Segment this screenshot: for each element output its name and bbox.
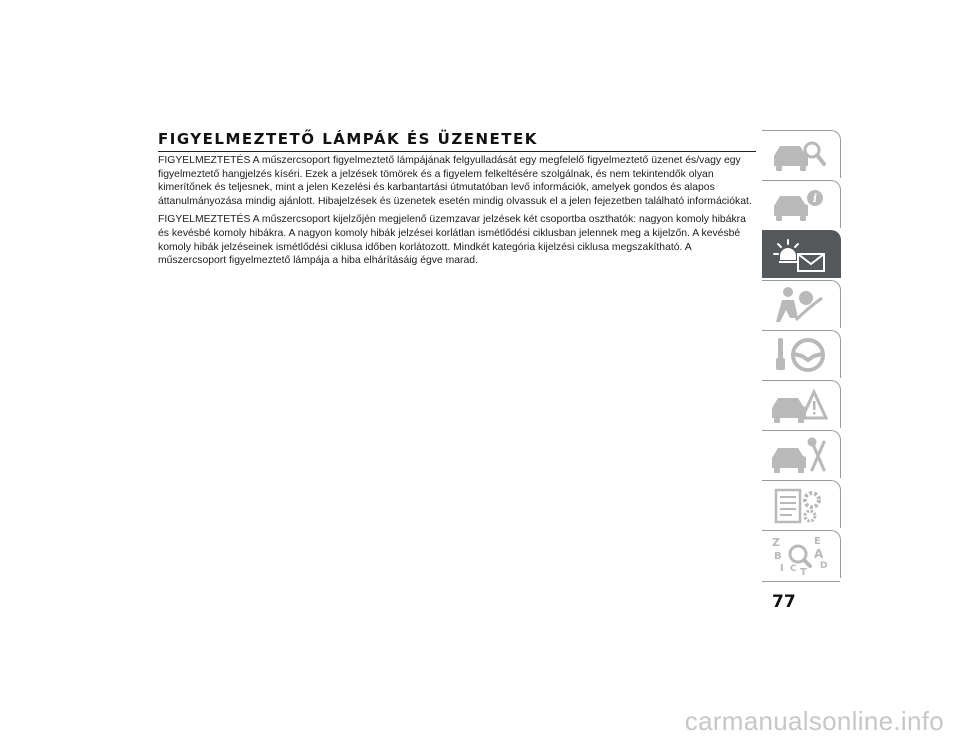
car-search-icon <box>768 134 830 176</box>
svg-text:i: i <box>812 192 818 205</box>
index-letter: A <box>814 547 824 561</box>
index-letter: E <box>814 536 821 547</box>
car-info-icon <box>768 184 830 226</box>
warning-light-message-icon <box>768 234 830 276</box>
tabs-bottom-rule <box>762 581 840 582</box>
page-title: FIGYELMEZTETŐ LÁMPÁK ÉS ÜZENETEK <box>158 130 756 152</box>
watermark: carmanualsonline.info <box>684 706 944 736</box>
chapter-tabs <box>762 130 842 586</box>
paragraph-warning-2: FIGYELMEZTETÉS A műszercsoport kijelzőjén megjelenő üzemzavar jelzések két csoportba oszthatók: nagyon komoly hibákra és kevésbé komoly hibákra. A nagyon komoly hibák jelzései korlátlan ismétlődési ciklusban jelennek meg a kijelzőn. A kevésbé komoly hibák jelzéseinek ismétlődési ciklusa időben korlátozott. Mindkét kategória kijelzési ciklusa megszakítható. A műszercsoport figyelmeztető lámpája a hiba elhárításáig égve marad. <box>158 214 746 267</box>
tab-maintenance[interactable] <box>762 430 841 478</box>
index-letter: B <box>774 551 782 562</box>
tab-warning-lights[interactable] <box>762 230 841 278</box>
key-steering-wheel-icon <box>768 334 830 376</box>
paragraph-warning-1: FIGYELMEZTETÉS A műszercsoport figyelmeztető lámpájának felgyulladását egy megfelelő figyelmeztető üzenet és/vagy egy figyelmeztető hangjelzés kíséri. Ezek a jelzések tömörek és a figyelem felkeltésére szolgálnak, és nem tekintendők olyan kimerítőnek és teljesnek, mint a jelen Kezelési és karbantartási útmutatóban levő információk, amelyek gondos és alapos áttanulmányozása mindig ajánlott. Hibajelzések és üzenetek esetén mindig olvassuk el a jelen fejezetben található információkat. <box>158 155 752 207</box>
car-breakdown-triangle-icon <box>768 384 830 426</box>
index-letter: Z <box>772 536 780 549</box>
tab-technical-data[interactable] <box>762 480 841 528</box>
page-number: 77 <box>772 592 796 612</box>
document-gears-icon <box>768 484 830 526</box>
index-letter: C <box>790 564 797 574</box>
index-letter: I <box>780 563 784 574</box>
tab-starting-driving[interactable] <box>762 330 841 378</box>
body-text <box>158 154 758 273</box>
tab-car-info[interactable] <box>762 180 841 228</box>
tab-car-search[interactable] <box>762 130 841 178</box>
tab-safety[interactable] <box>762 280 841 328</box>
car-tools-icon <box>768 434 830 476</box>
alphabetical-index-icon <box>768 534 830 576</box>
passenger-airbag-icon <box>768 284 830 326</box>
index-letter: D <box>820 561 828 571</box>
tab-emergency[interactable] <box>762 380 841 428</box>
tab-index[interactable] <box>762 530 841 578</box>
index-letter: T <box>800 567 807 576</box>
